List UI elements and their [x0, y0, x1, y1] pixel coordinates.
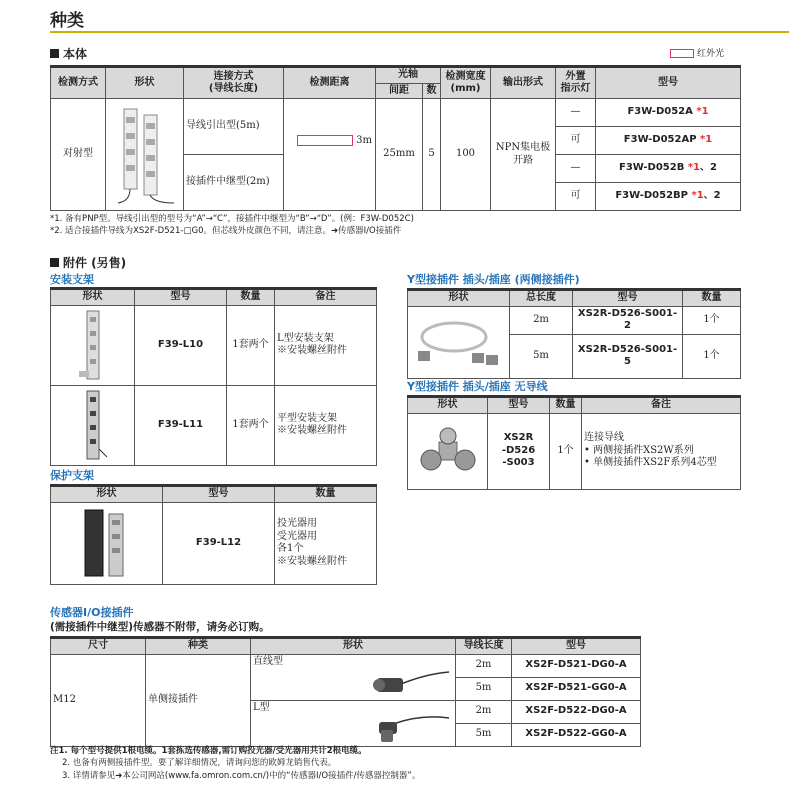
mount-qty-1: 1套两个 — [227, 305, 275, 385]
flat-bracket-icon — [73, 389, 113, 461]
y1-table — [407, 288, 741, 379]
header-axis: 光轴 — [376, 67, 441, 84]
io-model-2: XS2F-D521-GG0-A — [512, 677, 641, 700]
header-led: 外置 指示灯 — [556, 67, 596, 99]
y1-title: Y型接插件 插头/插座 (两侧接插件) — [407, 273, 580, 286]
mount-header-qty: 数量 — [227, 289, 275, 306]
light-curtain-icon — [110, 105, 180, 205]
mount-qty-2: 1套两个 — [227, 385, 275, 465]
sensor-image — [106, 99, 184, 211]
page-title: 种类 — [50, 11, 84, 31]
io-header-size: 尺寸 — [51, 638, 146, 655]
infrared-distance-bar — [297, 135, 353, 146]
io-header-model: 型号 — [512, 638, 641, 655]
io-shape-straight: 直线型 — [251, 654, 456, 700]
infrared-legend-swatch — [670, 49, 694, 58]
io-kind: 单侧接插件 — [146, 654, 251, 746]
y1-model-2: XS2R-D526-S001-5 — [573, 334, 683, 378]
header-width: 检测宽度 (mm) — [441, 67, 491, 99]
io-shape-l: L型 — [251, 700, 456, 746]
body-table — [50, 65, 741, 211]
body-notes: *1. 备有PNP型。导线引出型的型号为“A”→“C”，接插件中继型为“B”→“D”。(例：F3W-D052C) *2. 适合接插件导线为XS2F-D521-□G0。但芯线外皮颜色不同，请注意。➜传感器I/O接插件 — [50, 214, 414, 237]
straight-connector-icon — [371, 670, 451, 698]
led-row2: 可 — [556, 127, 596, 155]
io-len-2: 5m — [456, 677, 512, 700]
io-len-4: 5m — [456, 723, 512, 746]
mount-table — [50, 287, 377, 466]
led-row1: — — [556, 99, 596, 127]
y2-header-model: 型号 — [488, 397, 550, 414]
io-header-shape: 形状 — [251, 638, 456, 655]
y2-header-shape: 形状 — [408, 397, 488, 414]
io-header-len: 导线长度 — [456, 638, 512, 655]
protect-header-model: 型号 — [163, 486, 275, 503]
header-output: 输出形式 — [491, 67, 556, 99]
mount-header-note: 备注 — [275, 289, 377, 306]
protect-header-qty: 数量 — [275, 486, 377, 503]
header-shape: 形状 — [106, 67, 184, 99]
header-model: 型号 — [596, 67, 741, 99]
io-len-1: 2m — [456, 654, 512, 677]
section-body-heading: 本体 — [50, 45, 87, 62]
mount-image-2 — [51, 385, 135, 465]
y1-qty-2: 1个 — [683, 334, 741, 378]
y1-model-1: XS2R-D526-S001-2 — [573, 306, 683, 334]
y2-table — [407, 395, 741, 490]
io-model-4: XS2F-D522-GG0-A — [512, 723, 641, 746]
protect-image — [51, 502, 163, 584]
width-value: 100 — [441, 99, 491, 211]
protect-model: F39-L12 — [163, 502, 275, 584]
mount-note-2: 平型安装支架 ※安装螺丝附件 — [275, 385, 377, 465]
output-value: NPN集电极开路 — [491, 99, 556, 211]
io-model-3: XS2F-D522-DG0-A — [512, 700, 641, 723]
model-row3: F3W-D052B *1、2 — [596, 155, 741, 183]
pitch-value: 25mm — [376, 99, 423, 211]
protect-table — [50, 484, 377, 585]
model-row2: F3W-D052AP *1 — [596, 127, 741, 155]
protect-header-shape: 形状 — [51, 486, 163, 503]
model-row4: F3W-D052BP *1、2 — [596, 183, 741, 211]
io-model-1: XS2F-D521-DG0-A — [512, 654, 641, 677]
y2-header-note: 备注 — [582, 397, 741, 414]
y1-header-shape: 形状 — [408, 290, 510, 307]
square-bullet-icon — [50, 49, 59, 58]
io-title: 传感器I/O接插件 — [50, 606, 134, 619]
y2-title: Y型接插件 插头/插座 无导线 — [407, 380, 548, 393]
led-row4: 可 — [556, 183, 596, 211]
mount-note-1: L型安装支架 ※安装螺丝附件 — [275, 305, 377, 385]
io-header-kind: 种类 — [146, 638, 251, 655]
l-bracket-icon — [73, 309, 113, 381]
conn-relay-type: 接插件中继型(2m) — [184, 155, 284, 211]
mount-header-shape: 形状 — [51, 289, 135, 306]
header-count: 数 — [423, 83, 441, 99]
y1-len-2: 5m — [510, 334, 573, 378]
title-rule — [50, 31, 789, 33]
header-pitch: 间距 — [376, 83, 423, 99]
header-dist: 检测距离 — [284, 67, 376, 99]
protect-title: 保护支架 — [50, 469, 94, 482]
y2-image — [408, 413, 488, 489]
io-len-3: 2m — [456, 700, 512, 723]
y1-qty-1: 1个 — [683, 306, 741, 334]
y1-image — [408, 306, 510, 378]
conn-lead-type: 导线引出型(5m) — [184, 99, 284, 155]
count-value: 5 — [423, 99, 441, 211]
infrared-legend: 红外光 — [670, 46, 724, 59]
protective-bracket-icon — [67, 506, 147, 580]
y1-header-len: 总长度 — [510, 290, 573, 307]
l-connector-icon — [371, 714, 451, 744]
model-row1: F3W-D052A *1 — [596, 99, 741, 127]
y1-len-1: 2m — [510, 306, 573, 334]
y2-qty: 1个 — [550, 413, 582, 489]
square-bullet-icon — [50, 258, 59, 267]
y-connector-icon — [415, 426, 481, 476]
header-conn: 连接方式 (导线长度) — [184, 67, 284, 99]
y2-header-qty: 数量 — [550, 397, 582, 414]
io-size: M12 — [51, 654, 146, 746]
protect-qty: 投光器用 受光器用 各1个 ※安装螺丝附件 — [275, 502, 377, 584]
y1-header-qty: 数量 — [683, 290, 741, 307]
mount-model-2: F39-L11 — [135, 385, 227, 465]
y1-header-model: 型号 — [573, 290, 683, 307]
y2-model: XS2R -D526 -S003 — [488, 413, 550, 489]
method-value: 对射型 — [51, 99, 106, 211]
mount-header-model: 型号 — [135, 289, 227, 306]
io-table — [50, 636, 641, 747]
io-notes: 注1. 每个型号提供1根电缆。1套拣选传感器,需订购投光器/受光器用共计2根电缆。 2. 也备有两侧接插件型。要了解详细情况，请询问您的欧姆龙销售代表。 3. 详情请参见➜本公司网站(www.fa.omron.com.cn/)中的“传感器I/O接插件/传感器控制器”。 — [50, 746, 421, 781]
y2-notes: 连接导线 • 两侧接插件XS2W系列 • 单侧接插件XS2F系列4芯型 — [582, 413, 741, 489]
led-row3: — — [556, 155, 596, 183]
header-method: 检测方式 — [51, 67, 106, 99]
section-accessories-heading: 附件 (另售) — [50, 254, 126, 271]
io-subtitle: (需接插件中继型)传感器不附带，请务必订购。 — [50, 621, 270, 633]
mount-model-1: F39-L10 — [135, 305, 227, 385]
distance-cell: 3m — [284, 99, 376, 211]
mount-title: 安装支架 — [50, 273, 94, 286]
mount-image-1 — [51, 305, 135, 385]
y-cable-icon — [414, 315, 504, 369]
